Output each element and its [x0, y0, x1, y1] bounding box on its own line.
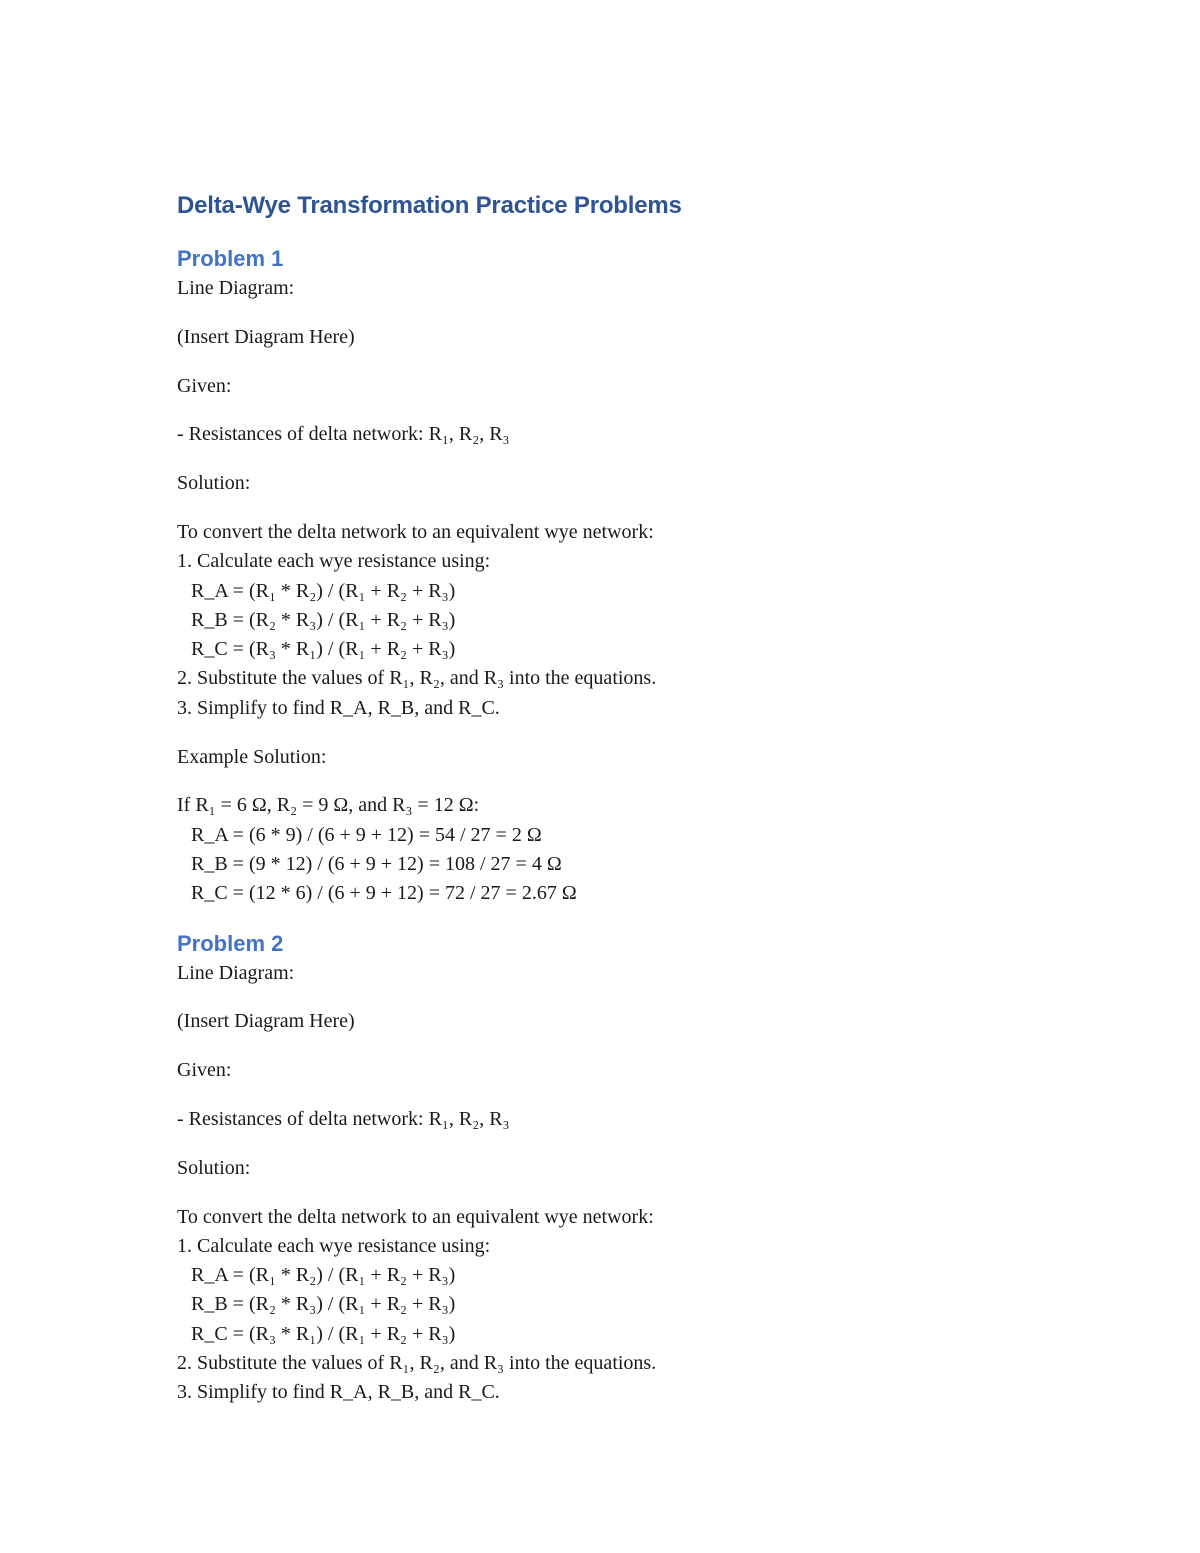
solution-intro: To convert the delta network to an equivalent wye network:: [177, 520, 654, 543]
problem-2-section: [177, 929, 1077, 1408]
given-item: - Resistances of delta network: R₁, R₂, R₃: [177, 1107, 510, 1130]
given-item: - Resistances of delta network: R₁, R₂, R₃: [177, 423, 510, 446]
problem-heading: Problem 1: [177, 246, 284, 271]
diagram-placeholder: (Insert Diagram Here): [177, 325, 355, 348]
given-label: Given:: [177, 1059, 232, 1082]
solution-step-1: 1. Calculate each wye resistance using:: [177, 1234, 491, 1257]
given-label: Given:: [177, 374, 232, 397]
equation-ra: R_A = (R₁ * R₂) / (R₁ + R₂ + R₃): [191, 579, 456, 602]
example-label: Example Solution:: [177, 745, 327, 768]
example-given: If R₁ = 6 Ω, R₂ = 9 Ω, and R₃ = 12 Ω:: [177, 794, 480, 817]
example-rb: R_B = (9 * 12) / (6 + 9 + 12) = 108 / 27 = 4 Ω: [191, 852, 562, 875]
problem-1-section: [177, 244, 1077, 909]
document-page: [177, 188, 1077, 1408]
equation-rc: R_C = (R₃ * R₁) / (R₁ + R₂ + R₃): [191, 1322, 456, 1345]
solution-label: Solution:: [177, 472, 251, 495]
solution-step-1: 1. Calculate each wye resistance using:: [177, 550, 491, 573]
equation-rc: R_C = (R₃ * R₁) / (R₁ + R₂ + R₃): [191, 638, 456, 661]
solution-step-2: 2. Substitute the values of R₁, R₂, and R₃ into the equations.: [177, 667, 657, 690]
example-rc: R_C = (12 * 6) / (6 + 9 + 12) = 72 / 27 = 2.67 Ω: [191, 882, 577, 905]
solution-step-3: 3. Simplify to find R_A, R_B, and R_C.: [177, 696, 500, 719]
equation-ra: R_A = (R₁ * R₂) / (R₁ + R₂ + R₃): [191, 1264, 456, 1287]
equation-rb: R_B = (R₂ * R₃) / (R₁ + R₂ + R₃): [191, 608, 456, 631]
solution-step-3: 3. Simplify to find R_A, R_B, and R_C.: [177, 1381, 500, 1404]
solution-step-2: 2. Substitute the values of R₁, R₂, and R₃ into the equations.: [177, 1352, 657, 1375]
solution-intro: To convert the delta network to an equivalent wye network:: [177, 1205, 654, 1228]
document-title: Delta-Wye Transformation Practice Problems: [177, 192, 682, 219]
problem-heading: Problem 2: [177, 930, 284, 956]
diagram-placeholder: (Insert Diagram Here): [177, 1010, 355, 1033]
solution-label: Solution:: [177, 1156, 251, 1179]
line-diagram-label: Line Diagram:: [177, 277, 295, 299]
example-ra: R_A = (6 * 9) / (6 + 9 + 12) = 54 / 27 = 2 Ω: [191, 823, 542, 846]
equation-rb: R_B = (R₂ * R₃) / (R₁ + R₂ + R₃): [191, 1293, 456, 1316]
line-diagram-label: Line Diagram:: [177, 961, 295, 984]
